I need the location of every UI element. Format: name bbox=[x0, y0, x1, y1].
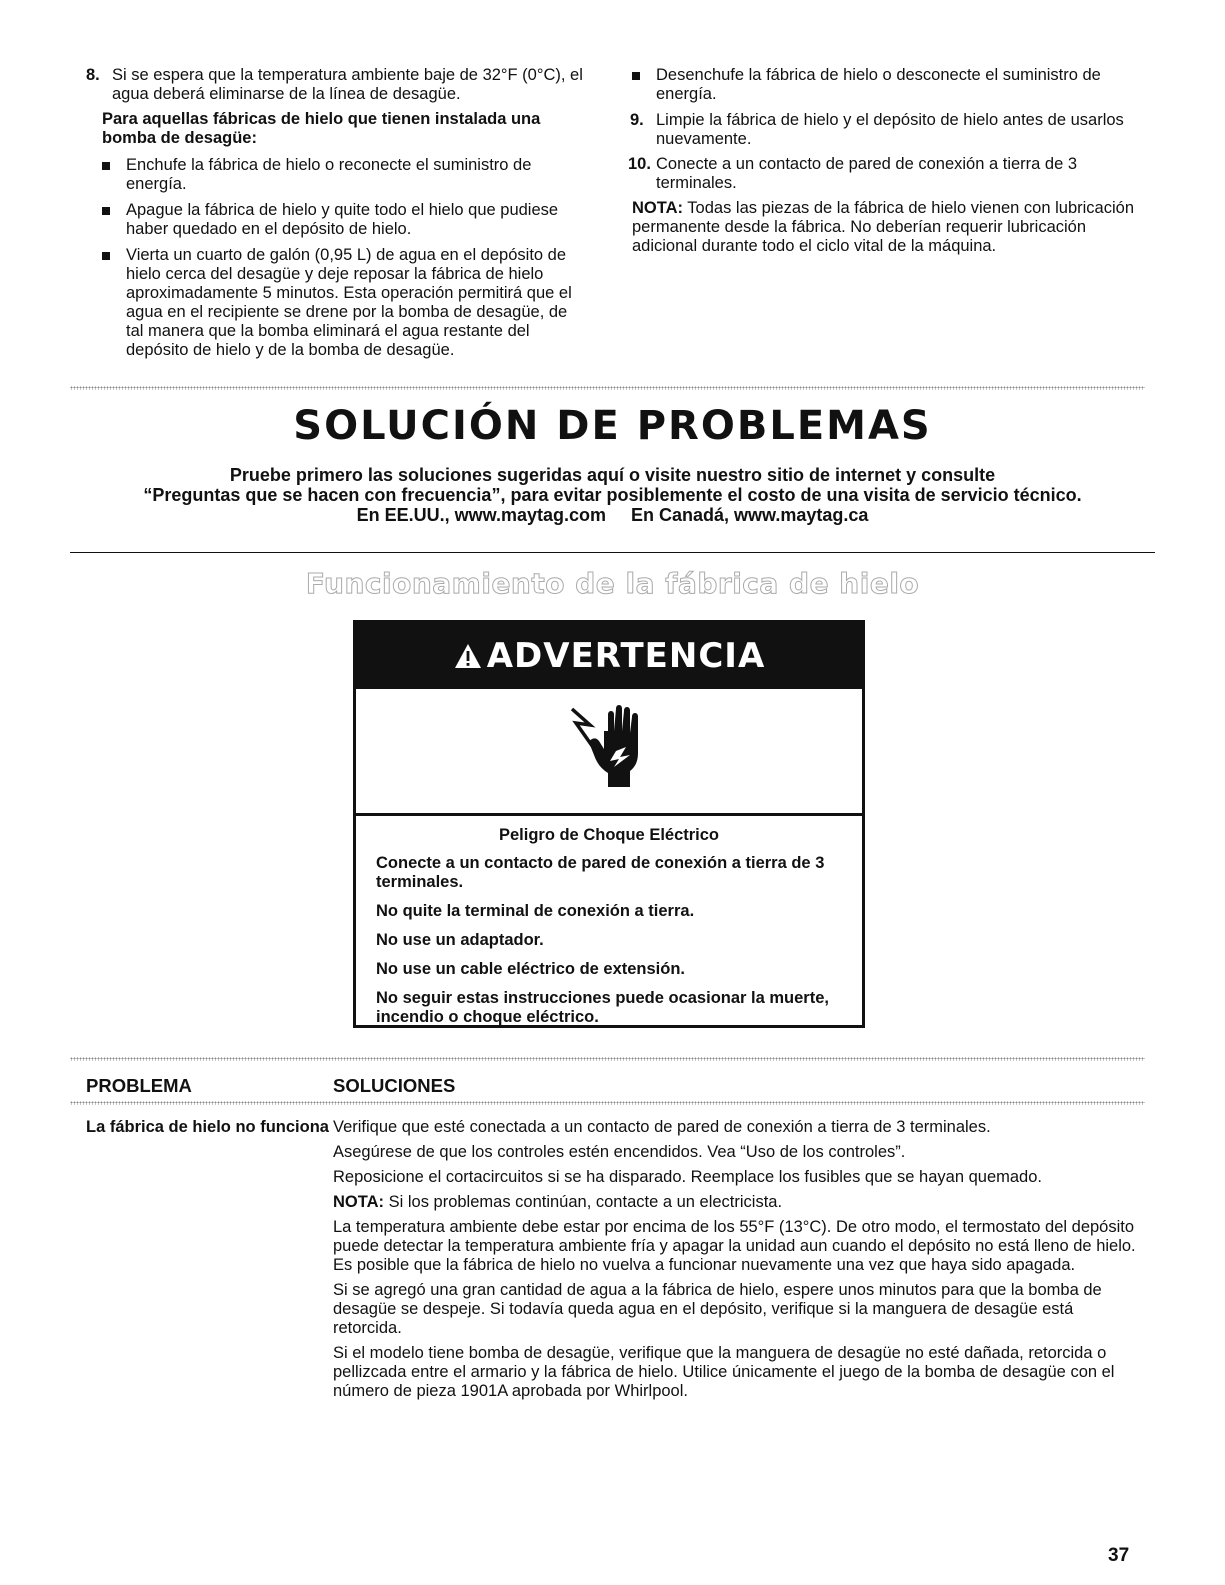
warning-title: ADVERTENCIA bbox=[486, 636, 766, 676]
bullet-square-icon bbox=[102, 162, 110, 170]
warning-box bbox=[353, 620, 865, 1028]
note-paragraph bbox=[632, 199, 1138, 256]
right-column bbox=[628, 66, 1138, 367]
note-text: Todas las piezas de la fábrica de hielo vienen con lubricación permanente desde la fábrica. No deberían requerir lubricación adicional durante todo el ciclo vital de la máquina. bbox=[632, 199, 1134, 255]
bullet-item bbox=[632, 66, 1138, 104]
solution-item: Si se agregó una gran cantidad de agua a la fábrica de hielo, espere unos minutos para que la bomba de desagüe se despeje. Si todavía queda agua en el depósito, verifique si la manguera de desagüe está retorcida. bbox=[333, 1281, 1102, 1337]
warning-text bbox=[356, 816, 862, 1027]
table-row bbox=[86, 1118, 1146, 1407]
shock-hazard-hand-icon bbox=[564, 701, 654, 801]
warning-line: No seguir estas instrucciones puede ocasionar la muerte, incendio o choque eléctrico. bbox=[376, 989, 829, 1026]
page-number: 37 bbox=[1108, 1545, 1130, 1566]
item-number: 8. bbox=[86, 66, 100, 84]
section-title: SOLUCIÓN DE PROBLEMAS bbox=[293, 403, 932, 449]
drain-pump-subhead: Para aquellas fábricas de hielo que tienen instalada una bomba de desagüe: bbox=[102, 110, 541, 147]
note-label: NOTA: bbox=[333, 1193, 385, 1211]
list-item-9 bbox=[632, 111, 1138, 149]
intro-line: “Preguntas que se hacen con frecuencia”, para evitar posiblemente el costo de una visita de servicio técnico. bbox=[143, 485, 1082, 505]
bullet-text: Apague la fábrica de hielo y quite todo el hielo que pudiese haber quedado en el depósito de hielo. bbox=[126, 201, 559, 238]
solution-item: Asegúrese de que los controles estén encendidos. Vea “Uso de los controles”. bbox=[333, 1143, 906, 1161]
bullet-text: Vierta un cuarto de galón (0,95 L) de agua en el depósito de hielo cerca del desagüe y deje reposar la fábrica de hielo aproximadamente 5 minutos. Esta operación permitirá que el agua en el recipiente se drene por la bomba de desagüe, de tal manera que la bomba eliminará el agua restante del depósito de hielo y de la bomba de desagüe. bbox=[126, 246, 572, 359]
solution-item: Reposicione el cortacircuitos si se ha disparado. Reemplace los fusibles que se hayan quemado. bbox=[333, 1168, 1042, 1186]
solution-item: Si el modelo tiene bomba de desagüe, verifique que la manguera de desagüe no esté dañada, retorcida o pellizcada entre el armario y la fábrica de hielo. Utilice únicamente el juego de la bomba de desagüe con el número de pieza 1901A aprobada por Whirlpool. bbox=[333, 1344, 1115, 1400]
warning-line: No use un cable eléctrico de extensión. bbox=[376, 960, 686, 978]
intro-line: En EE.UU., www.maytag.com En Canadá, www.maytag.ca bbox=[356, 505, 869, 525]
warning-line: Conecte a un contacto de pared de conexión a tierra de 3 terminales. bbox=[376, 854, 825, 891]
note-text: Si los problemas continúan, contacte a un electricista. bbox=[384, 1193, 783, 1211]
list-item-8 bbox=[88, 66, 588, 104]
list-item-10 bbox=[628, 155, 1138, 193]
item-number: 10. bbox=[628, 155, 651, 173]
item-number: 9. bbox=[630, 111, 644, 129]
column-header-problem: PROBLEMA bbox=[86, 1075, 192, 1096]
bullet-square-icon bbox=[102, 252, 110, 260]
bullet-text: Desenchufe la fábrica de hielo o desconecte el suministro de energía. bbox=[656, 66, 1101, 103]
dotted-divider bbox=[70, 1057, 1145, 1061]
top-columns bbox=[88, 66, 1138, 367]
column-header-solutions: SOLUCIONES bbox=[333, 1075, 456, 1096]
bullet-item bbox=[102, 156, 588, 194]
subsection-title: Funcionamiento de la fábrica de hielo bbox=[305, 567, 920, 600]
item-text: Conecte a un contacto de pared de conexión a tierra de 3 terminales. bbox=[656, 155, 1078, 192]
warning-pictogram bbox=[356, 689, 862, 816]
bullet-square-icon bbox=[102, 207, 110, 215]
bullet-item bbox=[102, 246, 588, 360]
hazard-label: Peligro de Choque Eléctrico bbox=[498, 826, 720, 844]
solution-note bbox=[333, 1193, 1146, 1212]
bullet-item bbox=[102, 201, 588, 239]
bullet-text: Enchufe la fábrica de hielo o reconecte el suministro de energía. bbox=[126, 156, 532, 193]
problem-cell: La fábrica de hielo no funciona bbox=[86, 1118, 329, 1136]
warning-header bbox=[356, 623, 862, 689]
warning-line: No use un adaptador. bbox=[376, 931, 544, 949]
item-text: Si se espera que la temperatura ambiente baje de 32°F (0°C), el agua deberá eliminarse de la línea de desagüe. bbox=[112, 66, 583, 103]
solution-item: Verifique que esté conectada a un contacto de pared de conexión a tierra de 3 terminales. bbox=[333, 1118, 991, 1136]
intro-line: Pruebe primero las soluciones sugeridas aquí o visite nuestro sitio de internet y consulte bbox=[229, 465, 996, 485]
table-header bbox=[86, 1075, 455, 1097]
dotted-divider bbox=[70, 386, 1145, 390]
item-text: Limpie la fábrica de hielo y el depósito de hielo antes de usarlos nuevamente. bbox=[656, 111, 1124, 148]
note-label: NOTA: bbox=[632, 199, 684, 217]
warning-triangle-icon bbox=[453, 642, 483, 670]
solid-divider bbox=[70, 552, 1155, 553]
intro-text bbox=[60, 465, 1165, 525]
bullet-square-icon bbox=[632, 72, 640, 80]
warning-line: No quite la terminal de conexión a tierra. bbox=[376, 902, 695, 920]
solution-item: La temperatura ambiente debe estar por encima de los 55°F (13°C). De otro modo, el termostato del depósito puede detectar la temperatura ambiente fría y apagar la unidad aun cuando el depósito no está lleno de hielo. Es posible que la fábrica de hielo no vuelva a funcionar nuevamente una vez que haya sido apagada. bbox=[333, 1218, 1136, 1274]
dotted-divider bbox=[70, 1101, 1145, 1105]
left-column bbox=[88, 66, 588, 367]
solutions-cell bbox=[333, 1118, 1146, 1407]
